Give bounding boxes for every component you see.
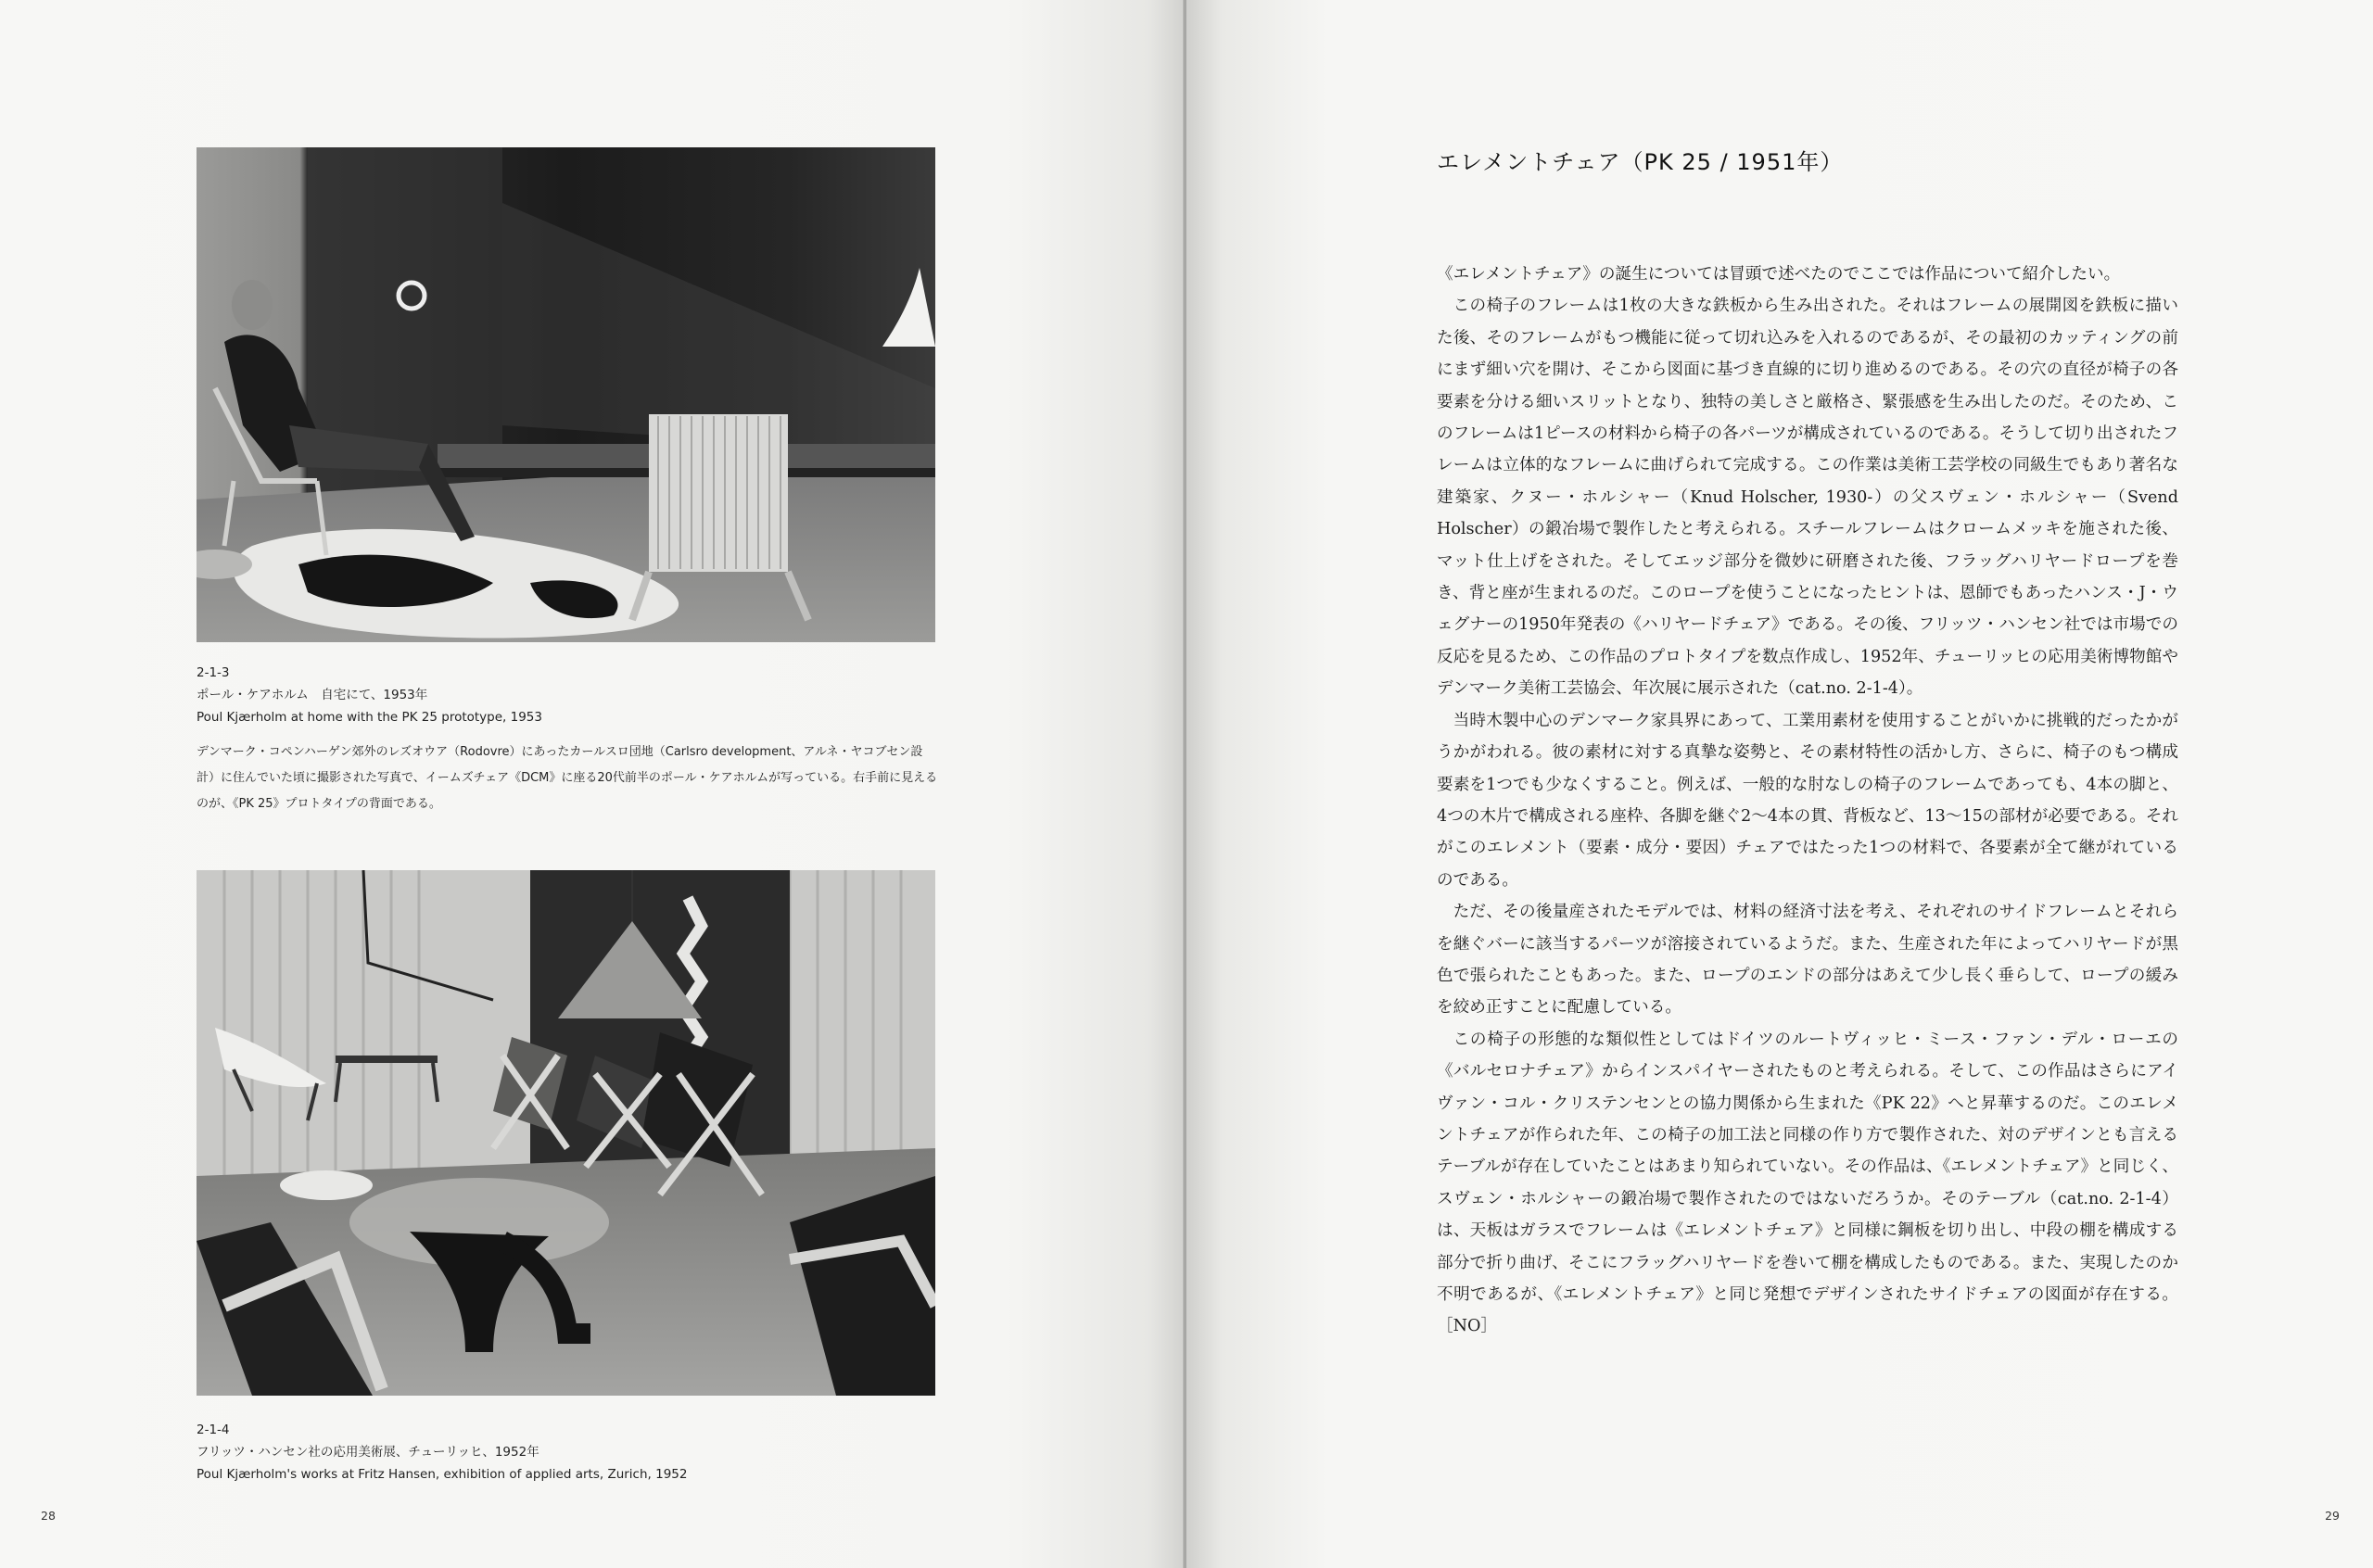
page-number-left: 28 (41, 1509, 56, 1523)
page-number-right: 29 (2325, 1509, 2340, 1523)
right-page (1186, 0, 2373, 1568)
article-paragraph: 《エレメントチェア》の誕生については冒頭で述べたのでここでは作品について紹介したい。 (1437, 265, 2121, 284)
figure-description: デンマーク・コペンハーゲン郊外のレズオウア（Rodovre）にあったカールスロ団地（Carlsro development、アルネ・ヤコブセン設計）に住んでいた頃に撮影された写真で、イームズチェア《DCM》に座る20代前半のポール・ケアホルムが写っている。右手前に見えるのが、《PK 25》プロトタイプの背面である。 (197, 745, 938, 811)
article-paragraph: この椅子の形態的な類似性としてはドイツのルートヴィッヒ・ミース・ファン・デル・ローエの《バルセロナチェア》からインスパイヤーされたものと考えられる。そして、この作品はさらにアイヴァン・コル・クリステンセンとの協力関係から生まれた《PK 22》へと昇華するのだ。このエレメントチェアが作られた年、この椅子の加工法と同様の作り方で製作された、対のデザインとも言えるテーブルが存在していたことはあまり知られていない。その作品は、《エレメントチェア》と同じく、スヴェン・ホルシャーの鍛冶場で製作されたのではないだろうか。そのテーブル（cat.no. 2-1-4）は、天板はガラスでフレームは《エレメントチェア》と同様に鋼板を切り出し、中段の棚を構成する部分で折り曲げ、そこにフラッグハリヤードを巻いて棚を構成したものである。また、実現したのか不明であるが、《エレメントチェア》と同じ発想でデザインされたサイドチェアの図面が存在する。［NO］ (1437, 1030, 2178, 1336)
figure-title-ja: ポール・ケアホルム 自宅にて、1953年 (197, 688, 428, 702)
figure-title-en: Poul Kjærholm at home with the PK 25 prototype, 1953 (197, 710, 542, 725)
figure-number: 2-1-3 (197, 665, 230, 680)
article-paragraph: ただ、その後量産されたモデルでは、材料の経済寸法を考え、それぞれのサイドフレームとそれらを継ぐバーに該当するパーツが溶接されているようだ。また、生産された年によってハリヤードが黒色で張られたこともあった。また、ロープのエンドの部分はあえて少し長く垂らして、ロープの緩みを絞め正すことに配慮している。 (1437, 903, 2178, 1018)
article-paragraph: 当時木製中心のデンマーク家具界にあって、工業用素材を使用することがいかに挑戦的だったかがうかがわれる。彼の素材に対する真摯な姿勢と、その素材特性の活かし方、さらに、椅子のもつ構成要素を1つでも少なくすること。例えば、一般的な肘なしの椅子のフレームであっても、4本の脚と、4つの木片で構成される座枠、各脚を継ぐ2～4本の貫、背板など、13～15の部材が必要である。それがこのエレメント（要素・成分・要因）チェアではたった1つの材料で、各要素が全て継がれているのである。 (1437, 711, 2178, 890)
photo-fritz-hansen-exhibition (197, 870, 935, 1396)
left-page (0, 0, 1184, 1568)
article-title: エレメントチェア（PK 25 / 1951年） (1437, 149, 1844, 175)
figure-title-ja: フリッツ・ハンセン社の応用美術展、チューリッヒ、1952年 (197, 1445, 539, 1460)
article-body (1437, 259, 2178, 1343)
photo-fritz-hansen-exhibition-image (197, 870, 935, 1396)
figure-number: 2-1-4 (197, 1423, 230, 1437)
figure-caption-2-1-4 (197, 1419, 938, 1486)
article-paragraph: この椅子のフレームは1枚の大きな鉄板から生み出された。それはフレームの展開図を鉄板に描いた後、そのフレームがもつ機能に従って切れ込みを入れるのであるが、その最初のカッティングの前にまず細い穴を開け、そこから図面に基づき直線的に切り進めるのである。その穴の直径が椅子の各要素を分ける細いスリットとなり、独特の美しさと厳格さ、緊張感を生み出したのだ。そのため、このフレームは1ピースの材料から椅子の各パーツが構成されているのである。そうして切り出されたフレームは立体的なフレームに曲げられて完成する。この作業は美術工芸学校の同級生でもあり著名な建築家、クヌー・ホルシャー（Knud Holscher, 1930-）の父スヴェン・ホルシャー（Svend Holscher）の鍛冶場で製作したと考えられる。スチールフレームはクロームメッキを施された後、マット仕上げをされた。そしてエッジ部分を微妙に研磨された後、フラッグハリヤードロープを巻き、背と座が生まれるのだ。このロープを使うことになったヒントは、恩師でもあったハンス・J・ウェグナーの1950年発表の《ハリヤードチェア》である。その後、フリッツ・ハンセン社では市場での反応を見るため、この作品のプロトタイプを数点作成し、1952年、チューリッヒの応用美術博物館やデンマーク美術工芸協会、年次展に展示された（cat.no. 2-1-4）。 (1437, 297, 2178, 699)
photo-kjaerholm-at-home-image (197, 147, 935, 642)
figure-caption-2-1-3 (197, 662, 938, 817)
figure-title-en: Poul Kjærholm's works at Fritz Hansen, exhibition of applied arts, Zurich, 1952 (197, 1467, 688, 1482)
photo-kjaerholm-at-home (197, 147, 935, 642)
